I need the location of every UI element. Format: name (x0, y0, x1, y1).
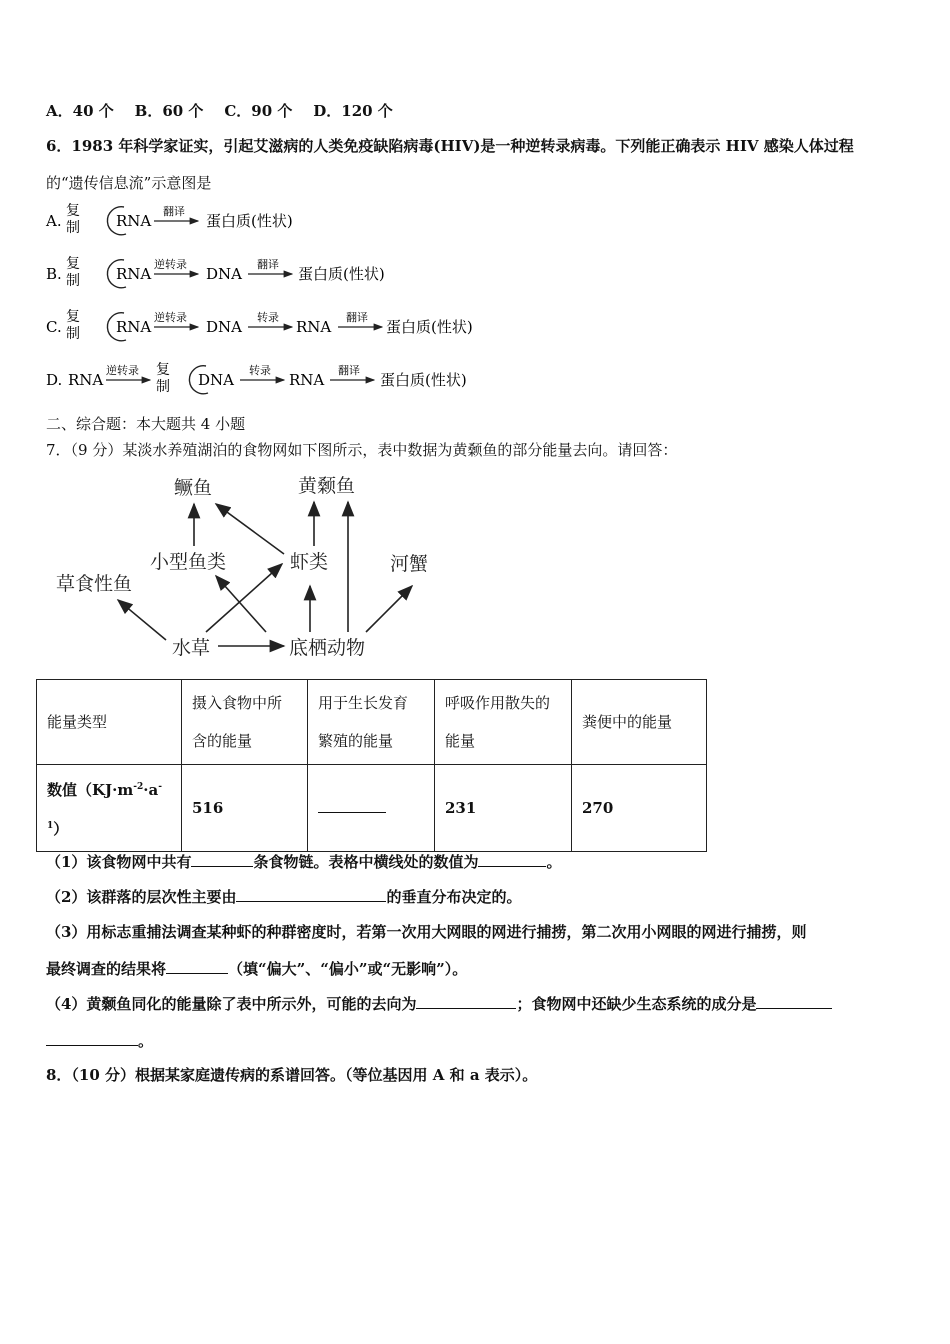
blank-layer[interactable] (236, 887, 386, 902)
header-cell: 呼吸作用散失的 能量 (435, 680, 572, 765)
arrow-shuicao-xialei (206, 564, 282, 632)
option-b: B．60 个 (134, 102, 204, 120)
q7-sub4: （4）黄颡鱼同化的能量除了表中所示外，可能的去向为 ；食物网中还缺少生态系统的成分是 (46, 994, 832, 1014)
option-d: D．120 个 (313, 102, 393, 120)
arrow-label: 翻译 (163, 205, 185, 218)
node-dna: DNA (198, 371, 234, 389)
food-web-diagram (46, 468, 446, 668)
option-c: C．90 个 (224, 102, 293, 120)
option-label: A. (46, 212, 62, 230)
q7-sub3-line1: （3）用标志重捕法调查某种虾的种群密度时，若第一次用大网眼的网进行捕捞，第二次用小网眼的网进行捕捞，则 (46, 923, 807, 941)
q7-sub2: （2）该群落的层次性主要由 的垂直分布决定的。 (46, 888, 522, 906)
arrow-label: 逆转录 (154, 258, 187, 271)
arrow-xialei-guiyu (216, 504, 284, 554)
node-guiyu: 鳜鱼 (174, 477, 213, 499)
q7-sub4-cont: 。 (46, 1031, 153, 1051)
node-xiaoxingyu: 小型鱼类 (150, 551, 227, 573)
arrow-label: 翻译 (346, 311, 368, 324)
arrow-label: 转录 (249, 364, 271, 377)
node-protein: 蛋白质(性状) (298, 265, 385, 283)
loop-label: 复制 (156, 362, 170, 395)
arrow-label: 逆转录 (154, 311, 187, 324)
header-cell: 粪便中的能量 (572, 680, 707, 765)
q7-sub3-line2: 最终调查的结果将 （填“偏大”、“偏小”或“无影响”）。 (46, 960, 468, 978)
loop-char-1: 复 (66, 203, 80, 219)
blank-value[interactable] (478, 852, 546, 867)
loop-char-2: 制 (66, 220, 80, 236)
node-rna: RNA (116, 318, 152, 336)
q6-option-b (46, 255, 466, 291)
blank-missing-component[interactable] (756, 994, 832, 1009)
table-header-row (37, 680, 707, 765)
node-shuicao: 水草 (172, 637, 211, 659)
node-rna: RNA (116, 212, 152, 230)
node-dna: DNA (206, 265, 242, 283)
value-growth-blank[interactable] (308, 765, 435, 852)
q6-option-a (46, 202, 366, 238)
row-label: 数值（$KJ\cdot m^{-2}\cdot a^-$ $^1$） (37, 765, 182, 852)
option-a: A．40 个 (46, 102, 114, 120)
arrow-shuicao-caoshiyu (118, 600, 166, 640)
header-cell: 能量类型 (37, 680, 182, 765)
value-feces: 270 (572, 765, 707, 852)
loop-label: 复制 (66, 256, 80, 289)
blank-chain-count[interactable] (191, 852, 253, 867)
energy-table (36, 679, 707, 852)
q8-stem: 8．（10 分）根据某家庭遗传病的系谱回答。（等位基因用 A 和 a 表示）。 (46, 1066, 538, 1084)
arrow-label: 转录 (257, 311, 279, 324)
q6-stem-line2: 的“遗传信息流”示意图是 (46, 174, 212, 192)
table-row (37, 765, 707, 852)
loop-label (66, 203, 80, 236)
option-label: C. (46, 318, 62, 336)
arrow-label: 逆转录 (106, 364, 139, 377)
option-label: D. (46, 371, 63, 389)
section-heading: 二、综合题：本大题共 4 小题 (46, 415, 246, 433)
header-cell: 摄入食物中所 含的能量 (182, 680, 308, 765)
value-intake: 516 (182, 765, 308, 852)
node-xialei: 虾类 (290, 551, 329, 573)
q6-stem-line1: 6．1983 年科学家证实，引起艾滋病的人类免疫缺陷病毒(HIV)是一种逆转录病毒。下列能正确表示 HIV 感染人体过程 (46, 137, 854, 155)
node-huangsangyu: 黄颡鱼 (298, 475, 356, 497)
node-rna: RNA (68, 371, 104, 389)
loop-label: 复制 (66, 309, 80, 342)
node-caoshiyu: 草食性鱼 (56, 573, 133, 595)
arrow-label: 翻译 (257, 258, 279, 271)
q5-options (46, 101, 393, 121)
node-dna: DNA (206, 318, 242, 336)
node-protein: 蛋白质(性状) (380, 371, 467, 389)
node-protein: 蛋白质(性状) (206, 212, 293, 230)
blank-energy-fate[interactable] (416, 994, 516, 1009)
q7-sub1: （1）该食物网中共有 条食物链。表格中横线处的数值为 。 (46, 853, 562, 871)
node-diqi: 底栖动物 (289, 637, 366, 659)
arrow-label: 翻译 (338, 364, 360, 377)
q6-option-d (46, 361, 546, 397)
q6-option-c (46, 308, 546, 344)
node-hexie: 河蟹 (390, 553, 429, 575)
header-cell: 用于生长发育 繁殖的能量 (308, 680, 435, 765)
node-rna-2: RNA (296, 318, 332, 336)
option-label: B. (46, 265, 62, 283)
blank-result[interactable] (166, 959, 228, 974)
node-protein: 蛋白质(性状) (386, 318, 473, 336)
arrow-diqi-hexie (366, 586, 412, 632)
node-rna-2: RNA (289, 371, 325, 389)
node-rna: RNA (116, 265, 152, 283)
q7-intro: 7．（9 分）某淡水养殖湖泊的食物网如下图所示，表中数据为黄颡鱼的部分能量去向。请回答： (46, 441, 678, 459)
blank-missing-component-cont[interactable] (46, 1031, 138, 1046)
value-respiration: 231 (435, 765, 572, 852)
